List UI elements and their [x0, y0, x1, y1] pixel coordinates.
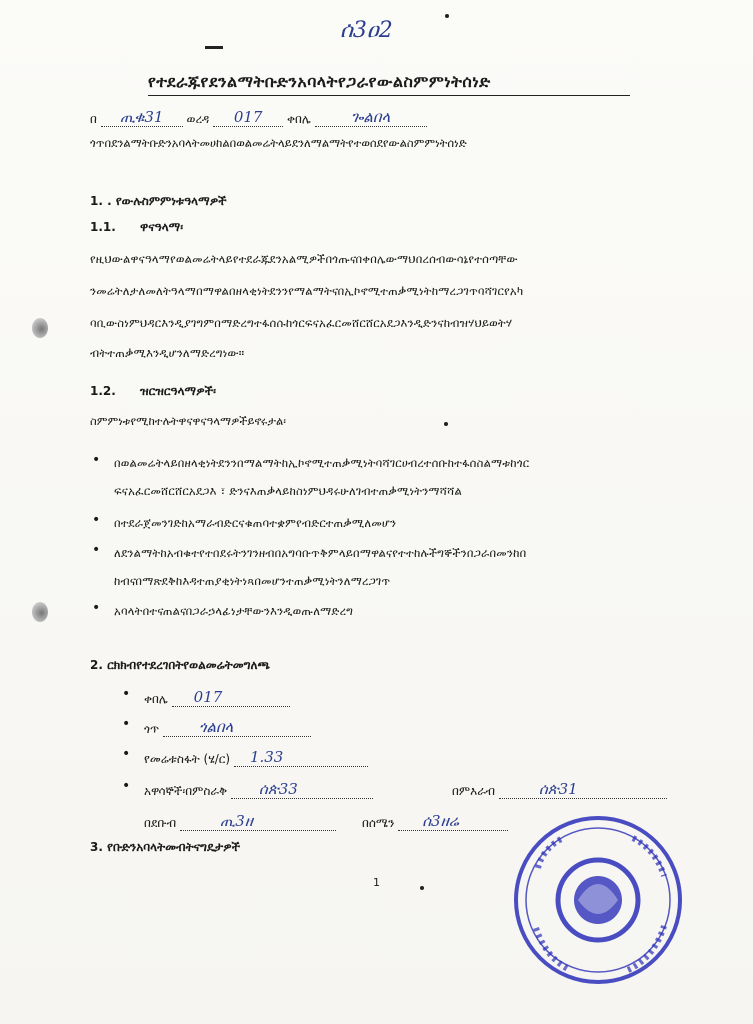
bullet-dot: •: [92, 512, 101, 528]
official-stamp: [508, 808, 688, 988]
item-value: 017: [193, 688, 223, 706]
west-row: [452, 780, 667, 799]
kebele-item: [144, 688, 290, 707]
west-value: ሰጵ31: [538, 780, 578, 798]
north-field: [398, 812, 508, 831]
north-label: በሰሜን: [362, 816, 395, 830]
bounds-row: [144, 780, 373, 799]
kebele-prefix: ቀበሌ: [286, 112, 311, 126]
section1-2-title: ዝርዝርዓላማዎች፡: [140, 384, 216, 398]
day-prefix: በ: [90, 112, 97, 126]
item-label: ጎጥ: [144, 722, 160, 736]
north-value: ሰ3ዘሬ: [422, 812, 459, 830]
bullet-dot: •: [122, 716, 131, 732]
south-row: [144, 812, 336, 831]
bullet-dot: •: [122, 686, 131, 702]
ink-speck: [445, 14, 449, 18]
bullet-line: ፍናአፈርመሸርሸርአደጋእ ፣ ድንናእጠቃላይከስነምህዳሩሁለገብተጠቃሚነትንማሻሻል: [114, 484, 462, 498]
west-label: በምእራብ: [452, 784, 495, 798]
section2-heading: 2. ርክክብየተደረገበትየወልመሬትመግለጫ: [90, 658, 270, 672]
west-field: [499, 780, 667, 799]
intro-line: ጎጥበደንልማትቡድንአባላትመሀከልበወልመሬትላይደንለማልማትየተወሰደየውልስምምነትሰነድ: [90, 136, 467, 150]
section1-2-number: 1.2.: [90, 384, 116, 398]
bullet-line: አባላትበተናጠልናበጋራኃላፊነታቸውንእንዲወጡለማድረግ: [114, 604, 354, 618]
bullet-dot: •: [92, 600, 101, 616]
item-label: የመሬቱስፋት (ሄ/ር): [144, 752, 231, 766]
bullet-line: ለደንልማትከአብቁተየተበደሩትንገንዘብበአግባቡጥቅምላይበማዋልናየተተከሉችግኞችንበጋራበመንከበ: [114, 546, 527, 560]
section1-heading: 1. . የውሉስምምነቱዓላማዎች: [90, 194, 227, 208]
item-value: ጎልበላ: [198, 718, 234, 736]
north-row: [362, 812, 508, 831]
punch-hole: [32, 318, 48, 338]
woreda-value: 017: [233, 108, 263, 126]
item-value: 1.33: [249, 748, 284, 766]
day-field: [101, 108, 183, 127]
kebele-value: ጐልበላ: [351, 108, 391, 126]
section1-1-title: ዋናዓላማ፡: [140, 220, 184, 234]
bullet-dot: •: [122, 778, 131, 794]
ink-speck: [420, 886, 424, 890]
kebele-field: [315, 108, 427, 127]
bullet-dot: •: [122, 746, 131, 762]
handwritten-note: ሰ3ዐ2: [340, 18, 393, 43]
day-value: ጢቁ31: [119, 108, 164, 126]
title-underline: [148, 95, 630, 96]
item-field: [172, 688, 290, 707]
item-label: ቀበሌ: [144, 692, 168, 706]
bullet-dot: •: [92, 542, 101, 558]
pen-mark: [205, 46, 223, 49]
south-label: በደቡብ: [144, 816, 177, 830]
bullet-dot: •: [92, 452, 101, 468]
location-row: [90, 108, 427, 127]
punch-hole: [32, 602, 48, 622]
bullet-line: በተደራጀመንገድከአማራብድርናቁጠባተቋምየብድርተጠቃሚለመሆን: [114, 516, 397, 530]
east-field: [231, 780, 373, 799]
item-field: [163, 718, 311, 737]
woreda-prefix: ወረዳ: [186, 112, 210, 126]
bullet-line: ከብናበማጽደቅከእዳተጠያቂነትነጻበመሆንተጠቃሚነትንለማረጋገጥ: [114, 574, 391, 588]
paragraph-line: ባቢውስነምህዳርእንዲያገግምበማድረግተፋሰሱከጎርፍናአፈርመሸርሸርአደጋእንዲድንናከብዝሃህይወትሃ: [90, 316, 513, 330]
east-value: ሰጵ33: [258, 780, 298, 798]
item-field: [234, 748, 368, 767]
woreda-field: [213, 108, 283, 127]
south-field: [180, 812, 336, 831]
paragraph-line: ብትተጠቃሚእንዲሆንለማድረግነው።: [90, 346, 245, 360]
ink-speck: [444, 422, 448, 426]
document-title: የተደራጁየደንልማትቡድንአባላትየጋራየውልስምምነትሰነድ: [148, 72, 491, 91]
got-item: [144, 718, 311, 737]
paragraph-line: ንመሬትለታለመለትዓላማበማዋልበዘላቂነትደንንየማልማትናበኢኮኖሚተጠቃሚነትከማረጋገጥባሻገርየአካ: [90, 284, 524, 298]
section3-heading: 3. የቡድንአባላትመብትናግዴታዎች: [90, 840, 241, 854]
section1-1-number: 1.1.: [90, 220, 116, 234]
objectives-intro: ስምምነቱየሚከተሉትዋናዋናዓላማዎችይኖሩታል፡: [90, 414, 286, 428]
area-item: [144, 748, 368, 767]
east-label: አዋሳኞች፡በምስራቅ: [144, 784, 228, 798]
bullet-line: በወልመሬትላይበዘላቂነትደንንበማልማትከኢኮኖሚተጠቃሚነትባሻገርሀብረተሰቡከተፋሰስልማቱከጎር: [114, 456, 530, 470]
page-number: 1: [373, 876, 380, 889]
south-value: ጢ3ዘ: [220, 812, 253, 830]
paragraph-line: የዚህውልዋናዓላማየወልመሬትላይየተደራጁደንአልሚዎችበጎጡናበቀበሌውማህበረሰብውሳኔየተሰጣቸው: [90, 252, 518, 266]
